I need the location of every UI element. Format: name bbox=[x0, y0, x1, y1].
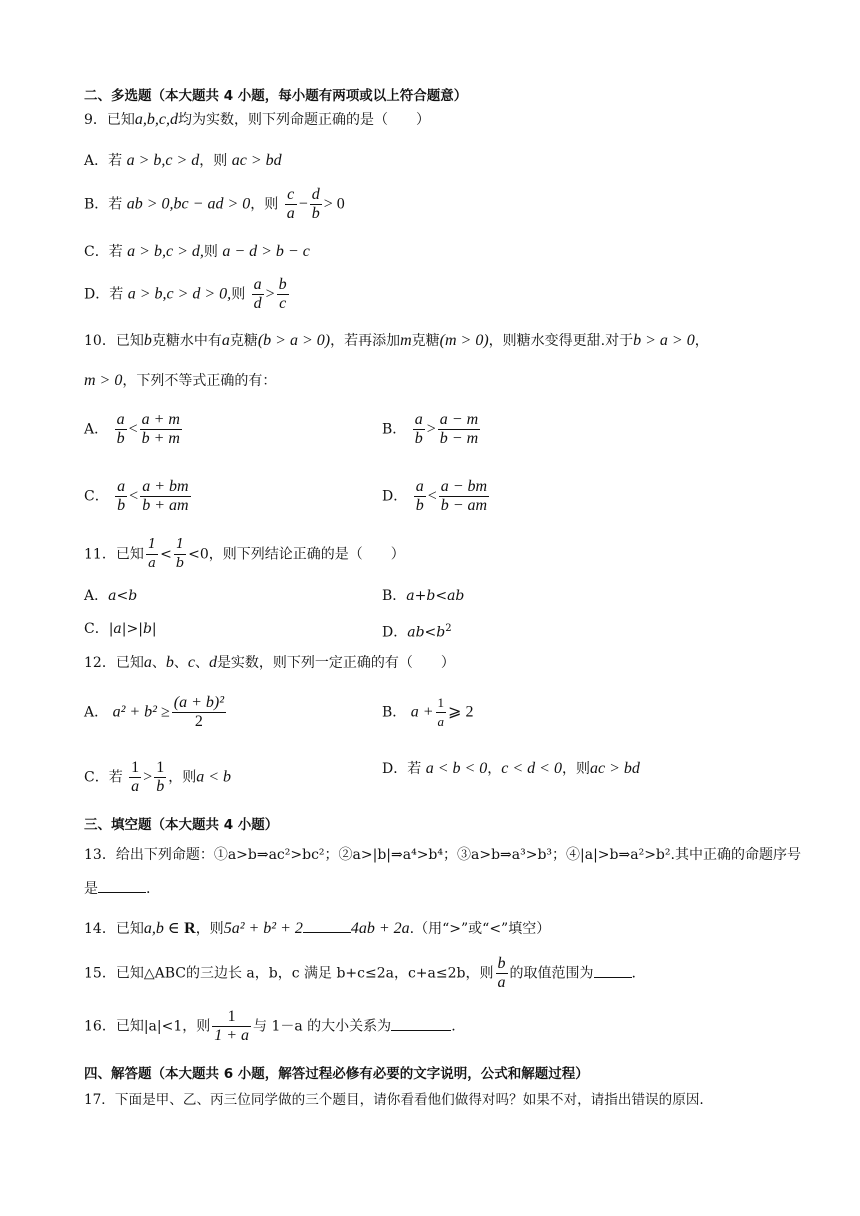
q9-vars: a,b,c,d bbox=[134, 111, 179, 128]
frac-den: a bbox=[286, 205, 295, 222]
q10-t4: 克糖 bbox=[411, 333, 440, 349]
q9-d-label: D．若 bbox=[84, 286, 124, 303]
frac-den: b bbox=[415, 497, 424, 514]
q9-d-frac1 bbox=[252, 276, 264, 313]
q9-a-mid: ，则 bbox=[199, 153, 228, 169]
label: A． bbox=[84, 704, 109, 721]
q9-b-label: B．若 bbox=[84, 196, 123, 213]
frac-num: a bbox=[415, 478, 424, 495]
op: < bbox=[427, 487, 437, 505]
label: D．若 bbox=[382, 761, 422, 777]
q12-c: c bbox=[187, 654, 195, 671]
q10-d-label: D． bbox=[382, 488, 408, 505]
frac bbox=[140, 411, 182, 448]
reals-symbol: R bbox=[184, 920, 196, 937]
q10-pre: 10．已知 bbox=[84, 333, 144, 349]
q12-b: b bbox=[165, 654, 174, 671]
op: > bbox=[143, 768, 153, 786]
frac-den: c bbox=[279, 295, 287, 312]
sep: 、 bbox=[151, 655, 166, 671]
q11-option-d bbox=[382, 619, 452, 643]
question-17: 17．下面是甲、乙、丙三位同学做的三个题目，请你看看他们做得对吗？如果不对，请指出错误的原因. bbox=[84, 1092, 704, 1108]
q11-post: <0，则下列结论正确的是（ ） bbox=[188, 546, 405, 563]
section-header-solutions: 四、解答题（本大题共 6 小题，解答过程必修有必要的文字说明，公式和解题过程） bbox=[84, 1066, 589, 1082]
post: ⩾ 2 bbox=[448, 703, 474, 721]
question-13-line1: 13．给出下列命题：①a>b⇒ac²>bc²；②a>|b|⇒a⁴>b⁴；③a>b⇒a³>b³；④|a|>b⇒a²>b².其中正确的命题序号 bbox=[84, 847, 801, 863]
q9-b-tail: > 0 bbox=[323, 195, 345, 213]
q9-b-frac2 bbox=[310, 186, 322, 223]
frac-num: a − bm bbox=[440, 478, 488, 495]
lhs: 5a² + b² + 2 bbox=[223, 920, 303, 937]
question-10-stem-line2 bbox=[84, 371, 276, 391]
q10-a-label: A． bbox=[84, 421, 109, 438]
expr: ab<b bbox=[407, 624, 446, 641]
pre: 16．已知|a|<1，则 bbox=[84, 1018, 211, 1035]
q10-option-c bbox=[84, 478, 193, 515]
frac-den: b bbox=[156, 778, 165, 795]
q10-t3: ，若再添加 bbox=[330, 333, 401, 349]
pre: 15．已知△ABC的三边长 a，b，c 满足 b+c≤2a，c+a≤2b，则 bbox=[84, 965, 494, 982]
q9-b-frac1 bbox=[285, 186, 297, 223]
c2: c < d < 0 bbox=[501, 760, 562, 777]
frac-num: a − m bbox=[439, 411, 479, 428]
frac-num: (a + b)² bbox=[173, 694, 224, 711]
frac-num: 1 bbox=[146, 536, 158, 555]
question-14 bbox=[84, 918, 550, 939]
expr: a+b<ab bbox=[406, 588, 465, 604]
q9-option-c bbox=[84, 242, 310, 262]
q12-option-c bbox=[84, 759, 231, 796]
frac bbox=[115, 411, 127, 448]
end: . bbox=[631, 965, 636, 982]
q12-option-d bbox=[382, 759, 640, 779]
q11-option-b bbox=[382, 586, 464, 606]
label: C．若 bbox=[84, 769, 123, 786]
question-16 bbox=[84, 1008, 456, 1045]
question-10-stem-line1 bbox=[84, 331, 709, 351]
frac-num: a + m bbox=[141, 411, 180, 428]
q10-option-a bbox=[84, 411, 184, 448]
answer-blank[interactable] bbox=[391, 1016, 451, 1031]
frac-den: a bbox=[131, 778, 140, 795]
frac bbox=[438, 411, 480, 448]
frac-den: b bbox=[116, 430, 125, 447]
q12-option-a bbox=[84, 694, 228, 731]
frac-den: b bbox=[414, 430, 423, 447]
q9-c-cond: a > b,c > d, bbox=[127, 243, 204, 260]
question-13-line2 bbox=[84, 878, 150, 899]
q12-d: d bbox=[208, 654, 217, 671]
frac bbox=[129, 759, 141, 796]
q10-t5: ，则糖水变得更甜.对于 bbox=[488, 333, 634, 349]
question-12-stem bbox=[84, 653, 455, 673]
res: ac > bd bbox=[589, 760, 640, 777]
frac-den: b bbox=[117, 497, 126, 514]
frac-num: b bbox=[497, 955, 506, 972]
frac bbox=[436, 694, 447, 731]
q9-d-frac2 bbox=[277, 276, 289, 313]
op: > bbox=[426, 420, 436, 438]
frac-den: d bbox=[253, 295, 262, 312]
frac bbox=[146, 536, 158, 573]
mid: ，则 bbox=[168, 769, 197, 786]
frac-num: a bbox=[117, 478, 126, 495]
q9-c-label: C．若 bbox=[84, 244, 123, 260]
pre: 14．已知 bbox=[84, 921, 144, 937]
q9-b-minus: − bbox=[298, 195, 308, 213]
q12-post: 是实数，则下列一定正确的有（ ） bbox=[216, 655, 455, 671]
q9-a-label: A．若 bbox=[84, 153, 123, 169]
q10-t2: 克糖 bbox=[229, 333, 258, 349]
q9-b-mid: ，则 bbox=[250, 196, 279, 213]
frac-den: b + m bbox=[141, 430, 180, 447]
q10-t6: ， bbox=[694, 333, 709, 349]
question-11-stem bbox=[84, 536, 405, 573]
frac-den: 2 bbox=[194, 713, 203, 730]
post: .（用“>”或“<”填空） bbox=[409, 921, 551, 937]
frac bbox=[115, 478, 127, 515]
q10-cond1: (b > a > 0) bbox=[257, 332, 331, 349]
label: A． bbox=[84, 588, 109, 604]
frac bbox=[172, 694, 226, 731]
frac bbox=[174, 536, 186, 573]
frac bbox=[140, 478, 190, 515]
label: D． bbox=[382, 624, 408, 641]
frac-num: 1 bbox=[156, 759, 165, 776]
pre: a + bbox=[410, 703, 434, 721]
frac-num: a bbox=[116, 411, 125, 428]
lhs: a² + b² ≥ bbox=[112, 703, 170, 721]
res: a < b bbox=[196, 768, 231, 786]
expr: |a|>|b| bbox=[108, 621, 157, 637]
answer-blank[interactable] bbox=[303, 918, 351, 933]
frac-den: a bbox=[148, 556, 156, 571]
q11-pre: 11．已知 bbox=[84, 546, 144, 563]
q9-d-mid: 则 bbox=[231, 286, 246, 303]
q9-b-cond: ab > 0,bc − ad > 0 bbox=[126, 195, 251, 213]
q9-c-res: a − d > b − c bbox=[222, 243, 310, 260]
rhs: 4ab + 2a bbox=[350, 920, 410, 937]
label: B． bbox=[382, 588, 407, 604]
sep: ， bbox=[487, 761, 502, 777]
answer-blank[interactable] bbox=[98, 878, 146, 893]
q9-option-a bbox=[84, 151, 282, 171]
frac bbox=[496, 955, 508, 992]
frac-num: b bbox=[278, 276, 287, 293]
answer-blank[interactable] bbox=[594, 963, 632, 978]
frac bbox=[439, 478, 489, 515]
frac-den: b + am bbox=[142, 497, 189, 514]
q10-b: b bbox=[143, 332, 152, 349]
q10-line2a: m > 0 bbox=[84, 372, 123, 389]
frac-num: a bbox=[253, 276, 262, 293]
sep: 、 bbox=[173, 655, 188, 671]
frac-den: a bbox=[437, 714, 445, 729]
frac bbox=[154, 759, 166, 796]
q10-a: a bbox=[221, 332, 230, 349]
frac-num: d bbox=[311, 186, 320, 203]
end: . bbox=[451, 1018, 456, 1035]
c1: a < b < 0 bbox=[425, 760, 488, 777]
frac-num: a bbox=[414, 411, 423, 428]
frac-num: 1 bbox=[212, 1008, 251, 1027]
frac-den: b bbox=[175, 556, 185, 571]
op: < bbox=[128, 420, 138, 438]
frac bbox=[414, 478, 426, 515]
post: 的取值范围为 bbox=[509, 965, 594, 982]
q9-d-cond: a > b,c > d > 0, bbox=[127, 285, 232, 303]
post: . bbox=[146, 881, 151, 897]
frac-num: c bbox=[285, 186, 297, 205]
q10-t1: 克糖水中有 bbox=[151, 333, 222, 349]
frac bbox=[212, 1008, 251, 1045]
q11-option-a bbox=[84, 586, 137, 606]
q10-m: m bbox=[400, 332, 412, 349]
question-9-stem bbox=[84, 110, 430, 130]
q10-option-d bbox=[382, 478, 491, 515]
q10-line2b: ，下列不等式正确的有： bbox=[122, 373, 277, 389]
section-header-multiple-choice: 二、多选题（本大题共 4 小题，每小题有两项或以上符合题意） bbox=[84, 88, 468, 104]
q10-cond3: b > a > 0 bbox=[633, 332, 695, 349]
q12-option-b bbox=[382, 694, 473, 731]
label: B． bbox=[382, 704, 407, 721]
q9-prefix: 9．已知 bbox=[84, 112, 135, 128]
q9-option-b bbox=[84, 186, 345, 223]
q9-option-d bbox=[84, 276, 291, 313]
q12-pre: 12．已知 bbox=[84, 655, 144, 671]
mid: ，则 bbox=[195, 921, 224, 937]
q10-b-label: B． bbox=[382, 421, 407, 438]
q10-option-b bbox=[382, 411, 482, 448]
frac bbox=[413, 411, 425, 448]
q9-a-res: ac > bd bbox=[231, 152, 282, 169]
q10-cond2: (m > 0) bbox=[439, 332, 489, 349]
frac-den: a bbox=[497, 974, 506, 991]
frac-den: 1 + a bbox=[214, 1027, 250, 1044]
q9-suffix: 均为实数，则下列命题正确的是（ ） bbox=[178, 112, 431, 128]
question-15 bbox=[84, 955, 636, 992]
expr: a<b bbox=[108, 588, 138, 604]
op: < bbox=[160, 546, 172, 563]
q10-c-label: C． bbox=[84, 488, 109, 505]
frac-num: 1 bbox=[174, 536, 186, 555]
frac-num: 1 bbox=[436, 694, 447, 713]
label: C． bbox=[84, 621, 109, 637]
vars: a,b ∈ bbox=[143, 920, 180, 937]
op: < bbox=[129, 487, 139, 505]
sup: 2 bbox=[445, 623, 452, 634]
mid: 与 1－a 的大小关系为 bbox=[253, 1018, 392, 1035]
sep: 、 bbox=[194, 655, 209, 671]
q11-option-c bbox=[84, 619, 157, 639]
mid: ，则 bbox=[561, 761, 590, 777]
q9-a-cond: a > b,c > d bbox=[126, 152, 200, 169]
q9-d-gt: > bbox=[265, 285, 275, 303]
section-header-fill-in: 三、填空题（本大题共 4 小题） bbox=[84, 817, 279, 833]
frac-num: a + bm bbox=[142, 478, 189, 495]
frac-den: b bbox=[311, 205, 320, 222]
frac-den: b − am bbox=[440, 497, 488, 514]
frac-den: b − m bbox=[439, 430, 479, 447]
q12-a: a bbox=[143, 654, 152, 671]
pre: 是 bbox=[84, 881, 98, 897]
q9-c-mid: 则 bbox=[203, 244, 218, 260]
frac-num: 1 bbox=[131, 759, 140, 776]
